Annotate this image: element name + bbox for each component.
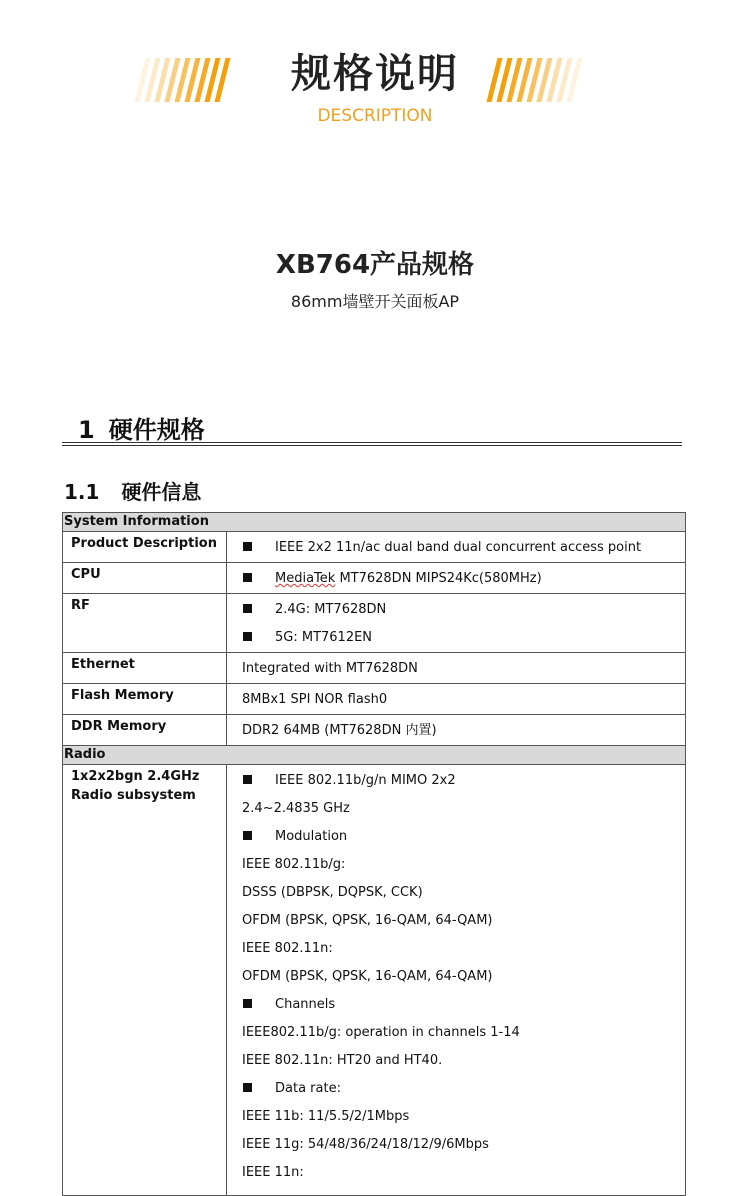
radio-header: Radio — [63, 746, 686, 765]
item-text: IEEE 2x2 11n/ac dual band dual concurrent access point — [275, 540, 642, 555]
row-value — [227, 653, 686, 684]
list-item — [227, 565, 685, 593]
row-value — [227, 532, 686, 563]
list-item: IEEE 11g: 54/48/36/24/18/12/9/6Mbps — [242, 1137, 489, 1152]
section-title: 硬件规格 — [108, 416, 205, 444]
list-item — [227, 991, 685, 1019]
radio-label-line: Radio subsystem — [71, 788, 196, 803]
list-item: IEEE 11n: — [242, 1165, 304, 1180]
list-item: 8MBx1 SPI NOR flash0 — [242, 692, 388, 707]
section-heading-1-1 — [64, 476, 201, 505]
table-section-row — [63, 746, 686, 765]
section-heading-1 — [78, 410, 205, 445]
item-text: Modulation — [275, 829, 348, 844]
item-text: Channels — [275, 997, 336, 1012]
list-item: IEEE 802.11n: — [242, 941, 333, 956]
list-item — [227, 534, 685, 562]
bullet-square-icon — [243, 831, 252, 840]
table-row — [63, 594, 686, 653]
row-label: DDR Memory — [63, 715, 227, 746]
item-text: IEEE 802.11b/g/n MIMO 2x2 — [275, 773, 456, 788]
item-text: 5G: MT7612EN — [275, 630, 373, 645]
list-item — [227, 624, 685, 652]
banner-subtitle: DESCRIPTION — [317, 106, 433, 126]
banner-title: 规格说明 — [291, 51, 459, 97]
bullet-square-icon — [243, 542, 252, 551]
list-item: Integrated with MT7628DN — [242, 661, 418, 676]
list-item — [227, 823, 685, 851]
row-value — [227, 765, 686, 1196]
section-number: 1 — [78, 416, 95, 444]
bullet-square-icon — [243, 775, 252, 784]
table-row — [63, 563, 686, 594]
subsection-number: 1.1 — [64, 480, 100, 504]
row-label: Product Description — [63, 532, 227, 563]
bullet-square-icon — [243, 999, 252, 1008]
item-text-vendor: MediaTek — [275, 571, 336, 586]
list-item: DSSS (DBPSK, DQPSK, CCK) — [242, 885, 423, 900]
list-item: IEEE 11b: 11/5.5/2/1Mbps — [242, 1109, 410, 1124]
table-section-row — [63, 513, 686, 532]
radio-label-line: 1x2x2bgn 2.4GHz — [71, 769, 200, 784]
product-subtitle: 86mm墙壁开关面板AP — [290, 292, 460, 311]
list-item — [227, 596, 685, 624]
list-item: IEEE 802.11n: HT20 and HT40. — [242, 1053, 443, 1068]
table-row — [63, 653, 686, 684]
row-value — [227, 684, 686, 715]
product-title: XB764产品规格 — [275, 250, 475, 280]
item-text: Data rate: — [275, 1081, 341, 1096]
item-text: 2.4G: MT7628DN — [275, 602, 387, 617]
list-item: OFDM (BPSK, QPSK, 16-QAM, 64-QAM) — [242, 969, 493, 984]
system-information-header: System Information — [63, 513, 686, 532]
row-value — [227, 563, 686, 594]
row-label: CPU — [63, 563, 227, 594]
item-text: MT7628DN MIPS24Kc(580MHz) — [335, 571, 542, 586]
table-row — [63, 715, 686, 746]
row-label: Flash Memory — [63, 684, 227, 715]
bullet-square-icon — [243, 604, 252, 613]
spec-table — [62, 512, 686, 1196]
row-value — [227, 715, 686, 746]
list-item: IEEE 802.11b/g: — [242, 857, 346, 872]
list-item — [227, 767, 685, 795]
list-item — [227, 1075, 685, 1103]
list-item: IEEE802.11b/g: operation in channels 1-14 — [242, 1025, 520, 1040]
table-row — [63, 684, 686, 715]
table-row — [63, 765, 686, 1196]
row-label: RF — [63, 594, 227, 653]
bullet-square-icon — [243, 632, 252, 641]
bullet-square-icon — [243, 1083, 252, 1092]
list-item: OFDM (BPSK, QPSK, 16-QAM, 64-QAM) — [242, 913, 493, 928]
list-item: DDR2 64MB (MT7628DN 内置) — [242, 723, 437, 738]
list-item: 2.4~2.4835 GHz — [242, 801, 350, 816]
bullet-square-icon — [243, 573, 252, 582]
row-label: Ethernet — [63, 653, 227, 684]
table-row — [63, 532, 686, 563]
row-value — [227, 594, 686, 653]
subsection-title: 硬件信息 — [121, 480, 202, 504]
heading-divider — [62, 442, 682, 446]
row-label — [63, 765, 227, 1196]
